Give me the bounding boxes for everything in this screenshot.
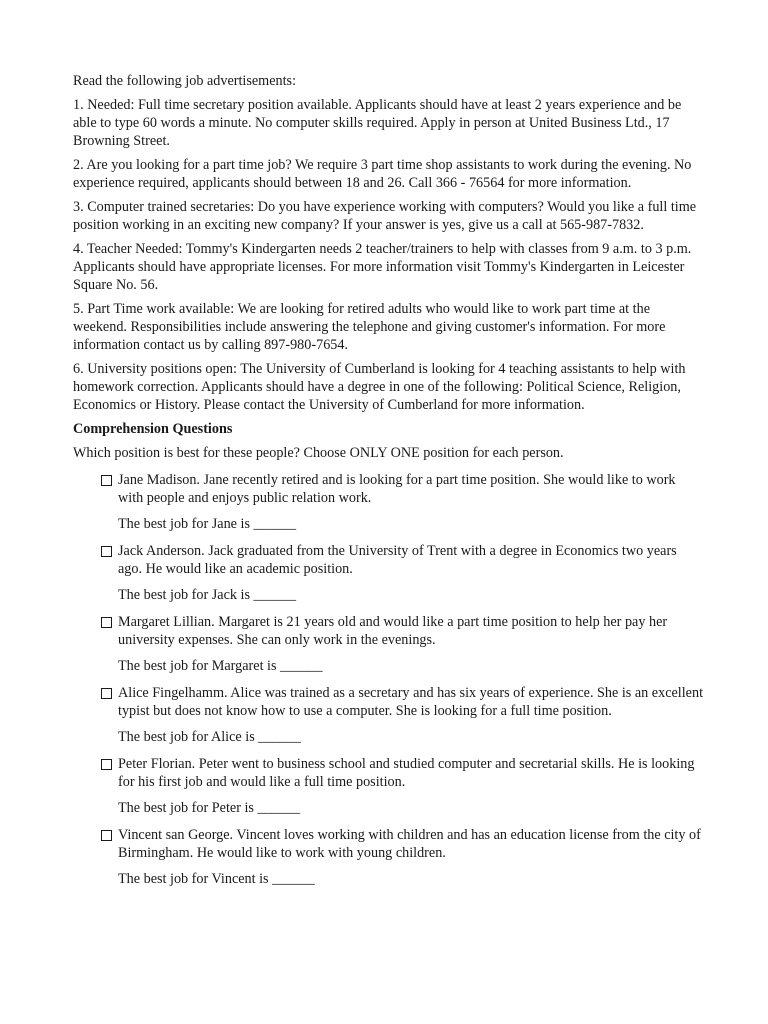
job-ad-3: 3. Computer trained secretaries: Do you have experience working with computers? Would you like a full time position working in an exciting new company? If your answer is yes, give us a call at 565-987-7832. bbox=[73, 199, 697, 233]
document-page bbox=[73, 72, 703, 897]
job-ad-6: 6. University positions open: The University of Cumberland is looking for 4 teaching assistants to help with homework correction. Applicants should have a degree in one of the following: Political Science, Religion, Economics or History. Please contact the University of Cumberland for more information. bbox=[73, 361, 686, 413]
person-item-vincent bbox=[101, 826, 703, 862]
person-item-jack bbox=[101, 542, 703, 578]
answer-line-alice: The best job for Alice is ______ bbox=[118, 729, 301, 745]
person-description: Jack Anderson. Jack graduated from the University of Trent with a degree in Economics two years ago. He would like an academic position. bbox=[118, 543, 677, 577]
answer-line-jack: The best job for Jack is ______ bbox=[118, 587, 297, 603]
job-ad-4: 4. Teacher Needed: Tommy's Kindergarten needs 2 teacher/trainers to help with classes from 9 a.m. to 3 p.m. Applicants should have appropriate licenses. For more information visit Tommy's Kindergarten in Leicester Square No. 56. bbox=[73, 241, 692, 293]
job-ad-2: 2. Are you looking for a part time job? We require 3 part time shop assistants to work during the evening. No experience required, applicants should between 18 and 26. Call 366 - 76564 for more information. bbox=[73, 157, 692, 191]
answer-line-margaret: The best job for Margaret is ______ bbox=[118, 658, 323, 674]
person-description: Alice Fingelhamm. Alice was trained as a secretary and has six years of experience. She is an excellent typist but does not know how to use a computer. She is looking for a full time position. bbox=[118, 685, 704, 719]
checkbox-margaret[interactable] bbox=[101, 617, 112, 628]
person-item-jane bbox=[101, 471, 703, 507]
intro-text: Read the following job advertisements: bbox=[73, 73, 297, 89]
answer-line-peter: The best job for Peter is ______ bbox=[118, 800, 301, 816]
person-item-alice bbox=[101, 684, 703, 720]
checkbox-jane[interactable] bbox=[101, 475, 112, 486]
person-item-margaret bbox=[101, 613, 703, 649]
person-description: Peter Florian. Peter went to business school and studied computer and secretarial skills. He is looking for his first job and would like a full time position. bbox=[118, 756, 695, 790]
person-item-peter bbox=[101, 755, 703, 791]
checkbox-jack[interactable] bbox=[101, 546, 112, 557]
job-ad-1: 1. Needed: Full time secretary position available. Applicants should have at least 2 years experience and be able to type 60 words a minute. No computer skills required. Apply in person at United Business Ltd., 17 Browning Street. bbox=[73, 97, 682, 149]
checkbox-alice[interactable] bbox=[101, 688, 112, 699]
person-description: Margaret Lillian. Margaret is 21 years old and would like a part time position to help her pay her university expenses. She can only work in the evenings. bbox=[118, 614, 668, 648]
comprehension-heading: Comprehension Questions bbox=[73, 421, 233, 437]
person-description: Jane Madison. Jane recently retired and is looking for a part time position. She would like to work with people and enjoys public relation work. bbox=[118, 472, 676, 506]
person-description: Vincent san George. Vincent loves working with children and has an education license from the city of Birmingham. He would like to work with young children. bbox=[118, 827, 701, 861]
answer-line-jane: The best job for Jane is ______ bbox=[118, 516, 297, 532]
answer-line-vincent: The best job for Vincent is ______ bbox=[118, 871, 315, 887]
comprehension-instructions: Which position is best for these people? Choose ONLY ONE position for each person. bbox=[73, 445, 564, 461]
checkbox-vincent[interactable] bbox=[101, 830, 112, 841]
checkbox-peter[interactable] bbox=[101, 759, 112, 770]
job-ad-5: 5. Part Time work available: We are looking for retired adults who would like to work part time at the weekend. Responsibilities include answering the telephone and giving customer's information. For more information contact us by calling 897-980-7654. bbox=[73, 301, 666, 353]
